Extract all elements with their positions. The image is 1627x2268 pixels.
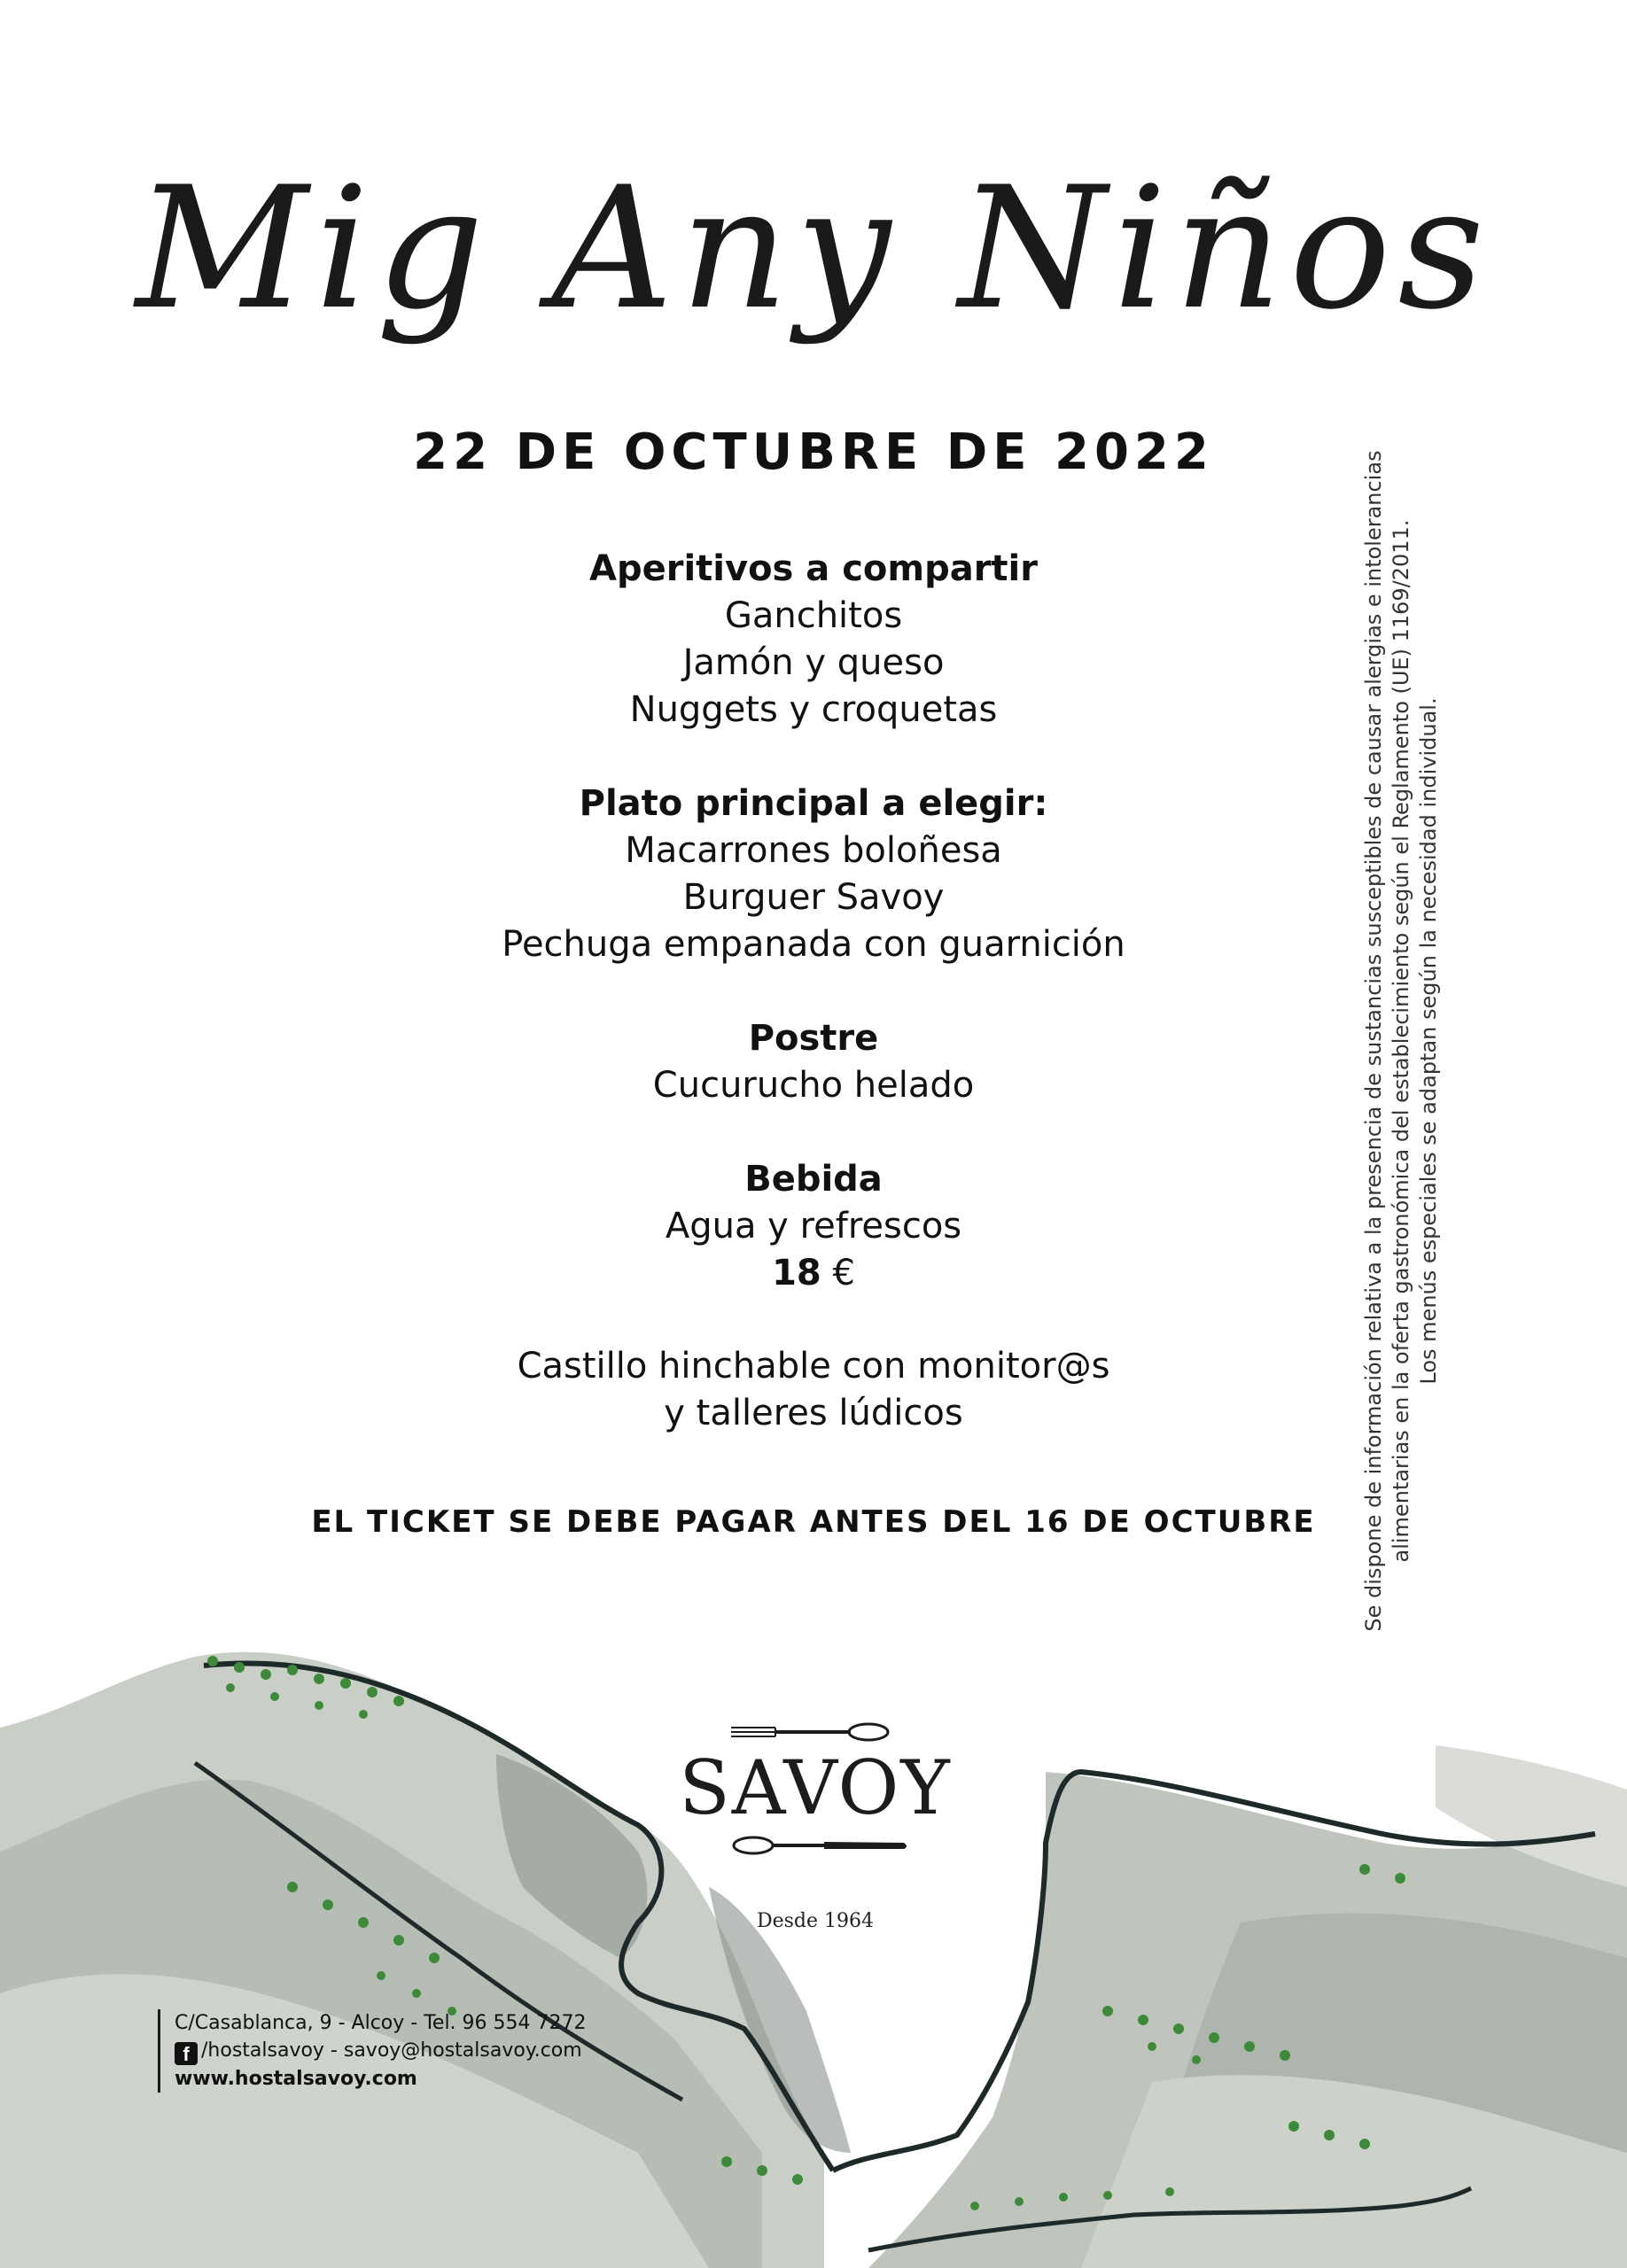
extra-line: Castillo hinchable con monitor@s — [517, 1346, 1110, 1386]
legal-line: Se dispone de información relativa a la presencia de sustancias susceptibles de causar alergias e intolerancias — [1361, 450, 1386, 1632]
menu-item: Macarrones boloñesa — [625, 830, 1002, 871]
facebook-icon: f — [175, 2042, 198, 2065]
legal-line: Los menús especiales se adaptan según la necesidad individual. — [1416, 697, 1441, 1385]
event-date: 22 DE OCTUBRE DE 2022 — [413, 423, 1214, 481]
menu-item: Cucurucho helado — [652, 1065, 975, 1106]
contact-info — [158, 2009, 587, 2093]
section-heading: Postre — [748, 1018, 879, 1059]
menu-extras — [370, 1343, 1257, 1437]
price-amount: 18 — [772, 1253, 821, 1293]
menu-item: Jamón y queso — [682, 642, 945, 683]
mountain-landscape-illustration — [0, 1621, 1627, 2268]
menu-section-postre — [370, 1014, 1257, 1109]
price — [370, 1250, 1257, 1297]
menu-section-aperitivos — [370, 545, 1257, 734]
menu-section-principal — [370, 780, 1257, 968]
payment-notice: EL TICKET SE DEBE PAGAR ANTES DEL 16 DE OCTUBRE — [311, 1504, 1316, 1540]
menu-list — [370, 545, 1257, 1483]
fork-icon — [727, 1720, 904, 1744]
section-heading: Bebida — [744, 1159, 883, 1200]
menu-item: Agua y refrescos — [665, 1206, 962, 1247]
legal-line: alimentarias en la oferta gastronómica del establecimiento según el Reglamento (UE) 1169/2011. — [1389, 519, 1413, 1563]
address-line: C/Casablanca, 9 - Alcoy - Tel. 96 554 7272 — [175, 2012, 587, 2034]
savoy-logo — [656, 1720, 975, 1932]
menu-item: Burguer Savoy — [682, 877, 945, 918]
menu-item: Ganchitos — [724, 595, 903, 636]
social-handle: /hostalsavoy - savoy@hostalsavoy.com — [201, 2039, 582, 2062]
legal-notice — [1360, 443, 1443, 1639]
menu-item: Pechuga empanada con guarnición — [502, 924, 1125, 965]
extra-line: y talleres lúdicos — [664, 1393, 963, 1433]
menu-item: Nuggets y croquetas — [629, 689, 998, 730]
section-heading: Plato principal a elegir: — [579, 783, 1048, 824]
price-currency: € — [832, 1253, 855, 1293]
menu-title: Mig Any Niños — [136, 151, 1491, 346]
knife-icon — [718, 1834, 913, 1857]
section-heading: Aperitivos a compartir — [589, 548, 1038, 589]
social-line — [175, 2037, 587, 2065]
logo-name: SAVOY — [679, 1744, 952, 1831]
menu-section-bebida — [370, 1155, 1257, 1297]
website-link[interactable]: www.hostalsavoy.com — [175, 2068, 417, 2090]
logo-since: Desde 1964 — [756, 1910, 875, 1932]
